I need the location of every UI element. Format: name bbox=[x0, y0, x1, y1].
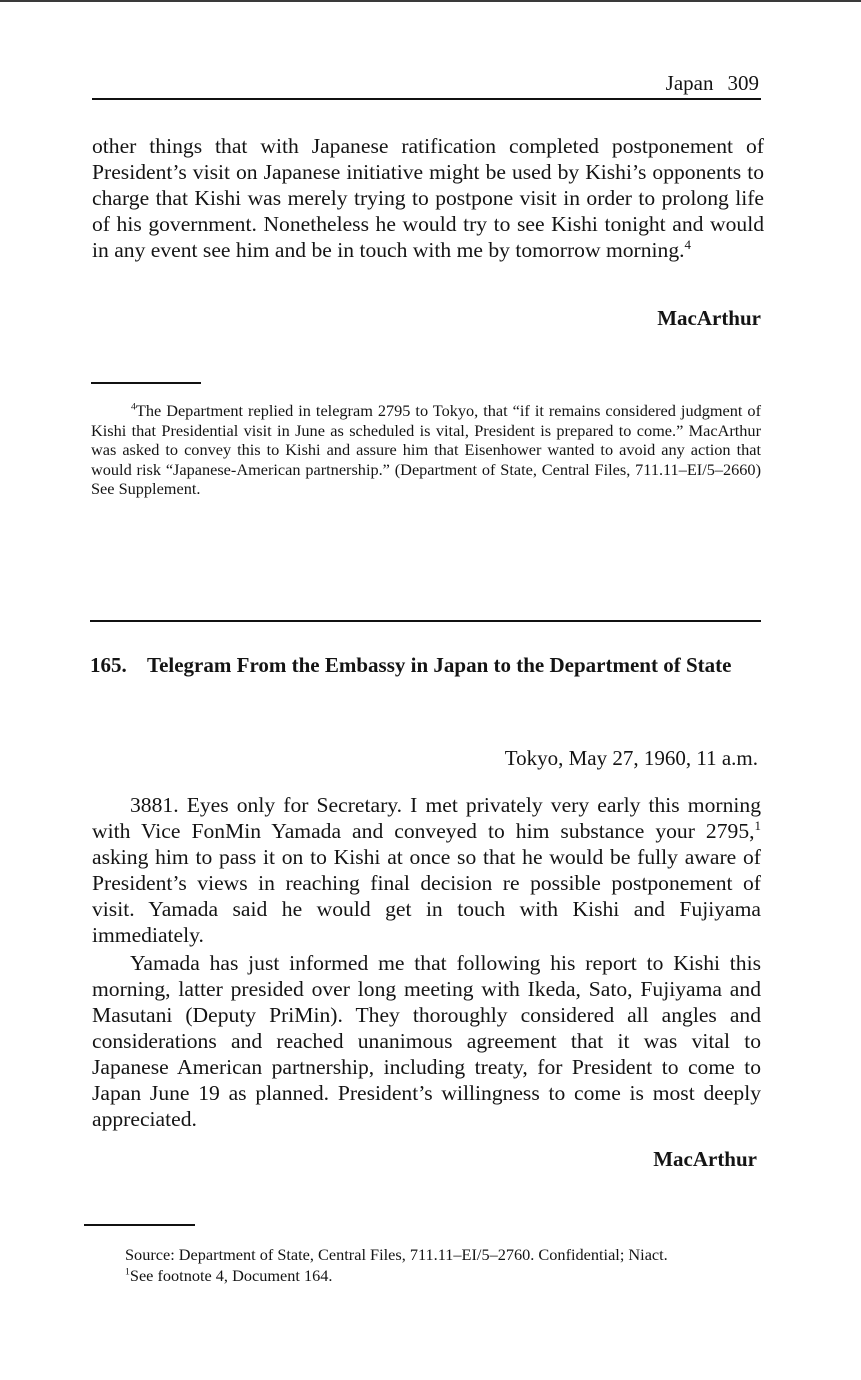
signature-macarthur-1: MacArthur bbox=[657, 306, 761, 330]
document-number: 165. bbox=[90, 653, 127, 677]
section-divider bbox=[90, 620, 761, 622]
footnote-4 bbox=[91, 401, 761, 499]
continued-paragraph-text: other things that with Japanese ratification completed postponement of President’s visit on Japanese initiative might be used by Kishi’s opponents to charge that Kishi was merely trying to postpone visit in order to prolong life of his government. Nonetheless he would try to see Kishi tonight and would in any event see him and be in touch with me by tomorrow morning. bbox=[92, 134, 764, 262]
running-head-section: Japan bbox=[665, 71, 714, 95]
footnote-1 bbox=[125, 1266, 765, 1286]
running-header bbox=[92, 70, 761, 100]
footnote-4-marker: 4 bbox=[131, 401, 136, 413]
footnote-4-text: The Department replied in telegram 2795 to Tokyo, that “if it remains considered judgment of Kishi that Presidential visit in June as scheduled is vital, President is prepared to come.” MacArthur was asked to convey this to Kishi and assure him that Eisenhower wanted to avoid any action that would risk “Japanese-American partnership.” (Department of State, Central Files, 711.11–EI/5–2660) See Supplement. bbox=[91, 401, 761, 499]
signature-macarthur-2: MacArthur bbox=[653, 1147, 757, 1171]
document-heading bbox=[90, 653, 760, 678]
running-head bbox=[666, 70, 759, 96]
page-number: 309 bbox=[727, 71, 759, 95]
footnote-1-text: See footnote 4, Document 164. bbox=[129, 1266, 333, 1285]
footnote-rule-2 bbox=[84, 1224, 195, 1226]
footnote-ref-1: 1 bbox=[754, 817, 761, 833]
page-top-edge bbox=[0, 0, 861, 2]
footnote-ref-4: 4 bbox=[684, 236, 691, 252]
telegram-paragraph-2: Yamada has just informed me that following his report to Kishi this morning, latter presided over long meeting with Ikeda, Sato, Fujiyama and Masutani (Deputy PriMin). They thoroughly considered all angles and considerations and reached unanimous agreement that it was vital to Japanese American partnership, including treaty, for President to come to Japan June 19 as planned. President’s willingness to come is most deeply appreciated. bbox=[92, 951, 761, 1131]
document-title: Telegram From the Embassy in Japan to the Department of State bbox=[147, 653, 732, 677]
footnote-1-marker: 1 bbox=[125, 1266, 130, 1278]
telegram-paragraph-1 bbox=[92, 792, 761, 948]
dateline: Tokyo, May 27, 1960, 11 a.m. bbox=[504, 746, 758, 770]
telegram-paragraph-1-text-a: 3881. Eyes only for Secretary. I met privately very early this morning with Vice FonMin Yamada and conveyed to him substance your 2795, bbox=[92, 793, 761, 843]
telegram-paragraph-1-text-b: asking him to pass it on to Kishi at once so that he would be fully aware of President’s views in reaching final decision re possible postponement of visit. Yamada said he would get in touch with Kishi and Fujiyama immediately. bbox=[92, 845, 761, 947]
continued-paragraph bbox=[92, 133, 764, 263]
source-note: Source: Department of State, Central Files, 711.11–EI/5–2760. Confidential; Niact. bbox=[125, 1245, 668, 1264]
footnote-rule-1 bbox=[91, 382, 201, 384]
